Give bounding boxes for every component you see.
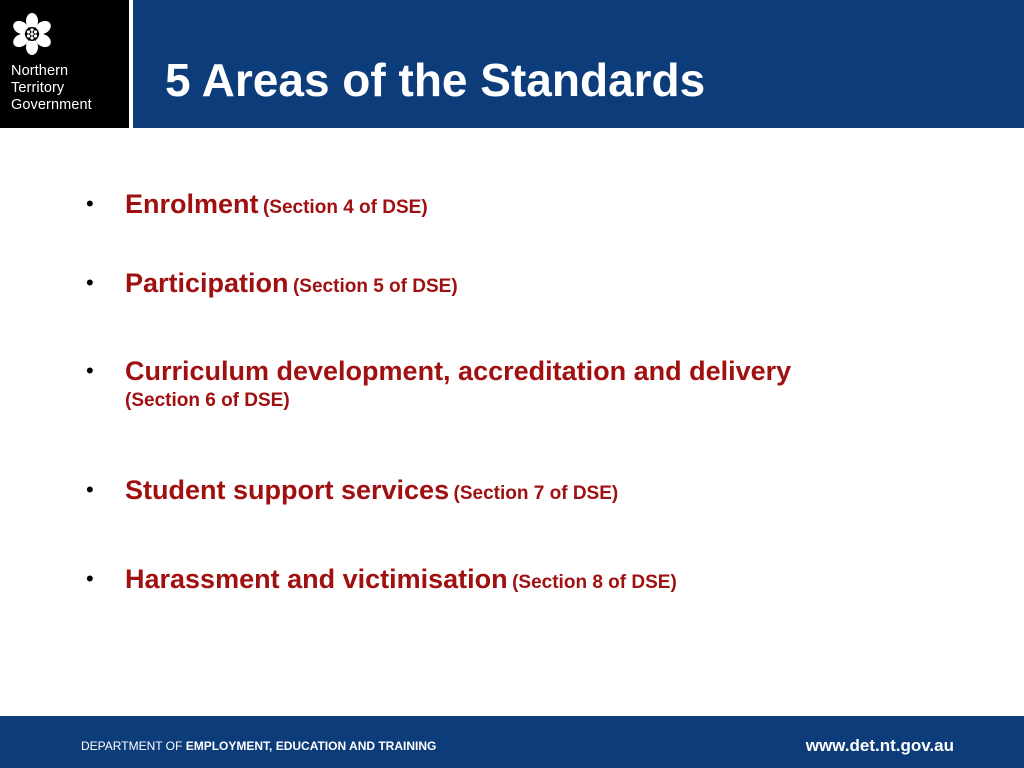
ntg-flower-icon xyxy=(10,12,54,56)
logo-divider xyxy=(129,0,133,128)
logo-line: Territory xyxy=(11,80,65,96)
logo-wordmark xyxy=(11,63,92,114)
header-bar xyxy=(0,0,1024,128)
footer-department xyxy=(81,739,436,753)
logo-line: Government xyxy=(11,97,92,113)
bullet-content xyxy=(125,564,1005,598)
bullet-glyph: • xyxy=(86,566,94,591)
bullet-content xyxy=(125,356,1005,413)
bullet-note: (Section 4 of DSE) xyxy=(262,197,428,218)
bullet-content xyxy=(125,475,1005,509)
bullet-text: Student support services xyxy=(125,475,450,505)
bullet-glyph: • xyxy=(86,270,94,295)
bullet-note: (Section 6 of DSE) xyxy=(125,390,290,411)
bullet-note: (Section 7 of DSE) xyxy=(453,483,619,504)
bullet-glyph: • xyxy=(86,191,94,216)
bullet-text: Curriculum development, accreditation and delivery xyxy=(125,356,792,386)
ntg-logo xyxy=(0,0,129,128)
footer-url: www.det.nt.gov.au xyxy=(805,736,954,755)
bullet-note: (Section 5 of DSE) xyxy=(292,276,458,297)
footer-bar xyxy=(0,716,1024,768)
bullet-text: Participation xyxy=(125,268,289,298)
bullet-note: (Section 8 of DSE) xyxy=(512,572,677,593)
slide-title: 5 Areas of the Standards xyxy=(165,54,706,106)
bullet-content xyxy=(125,189,1005,223)
footer-dept-name: EMPLOYMENT, EDUCATION AND TRAINING xyxy=(185,739,437,753)
bullet-content xyxy=(125,268,1005,302)
footer-dept-prefix: DEPARTMENT OF xyxy=(81,739,183,753)
bullet-glyph: • xyxy=(86,477,94,502)
bullet-text: Enrolment xyxy=(125,189,259,219)
bullet-text: Harassment and victimisation xyxy=(125,564,508,594)
bullet-glyph: • xyxy=(86,358,94,383)
logo-line: Northern xyxy=(11,63,69,79)
